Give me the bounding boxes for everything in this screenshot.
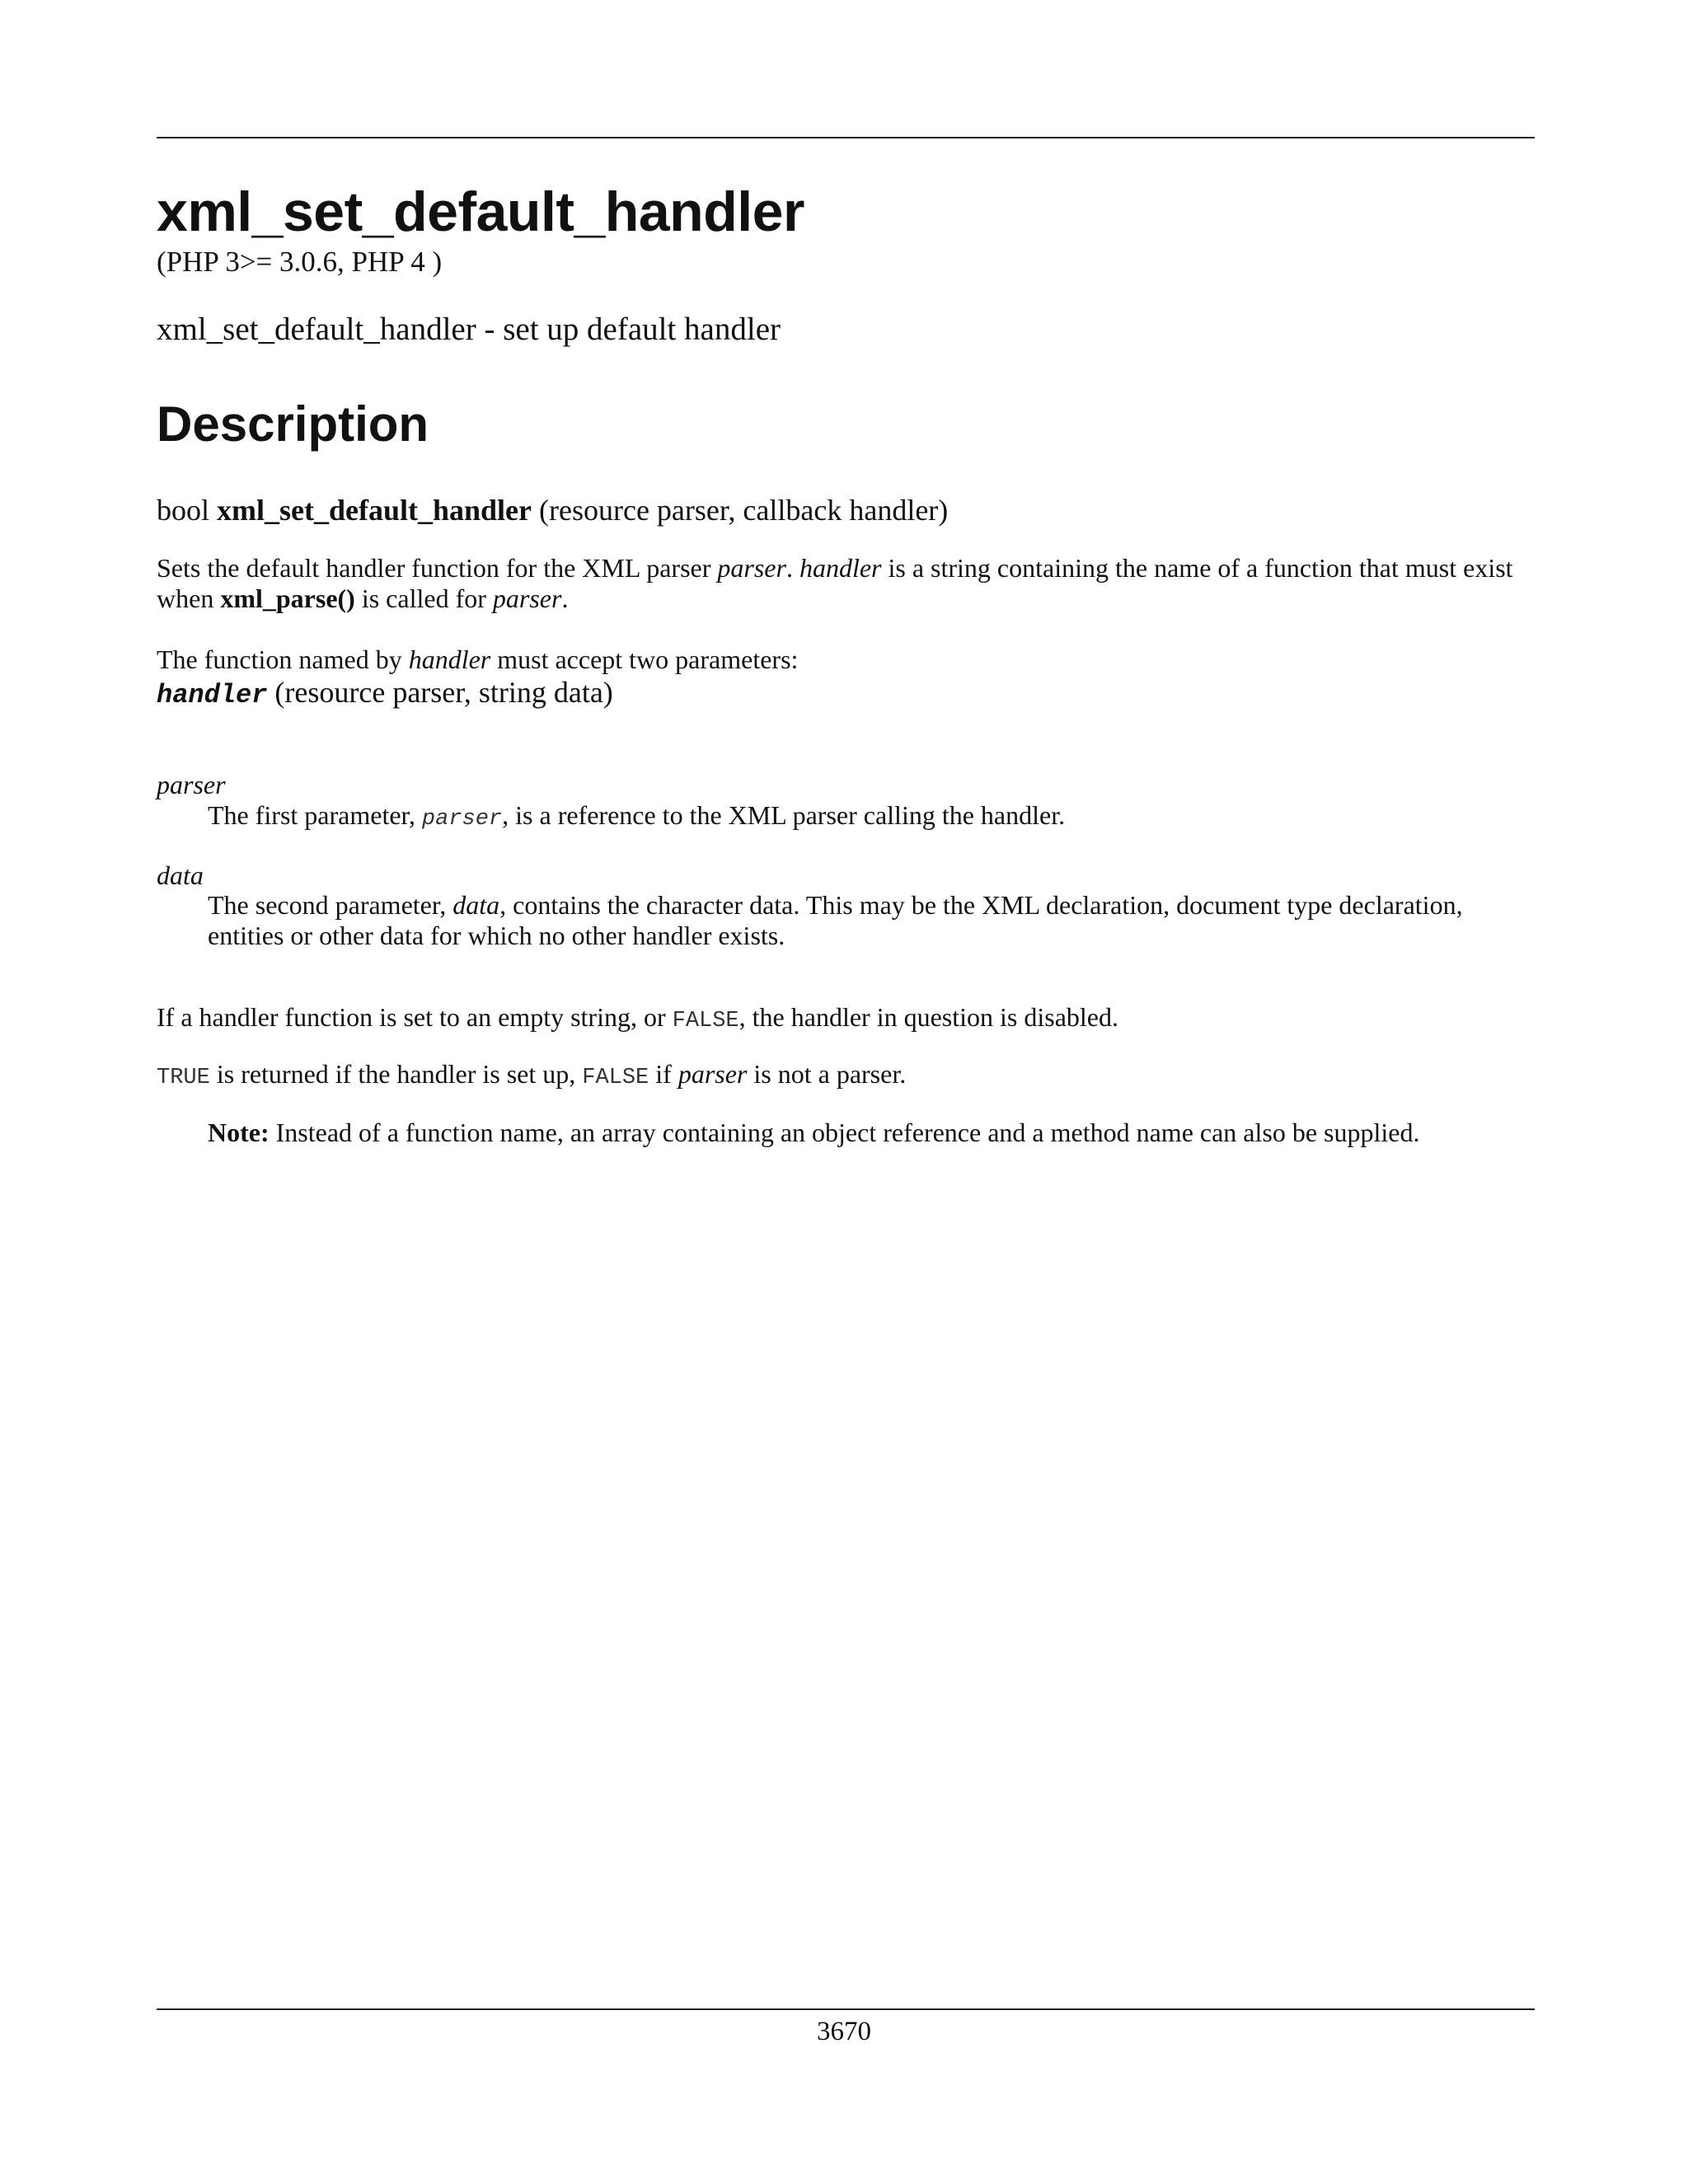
note-text: Instead of a function name, an array containing an object reference and a method name can also be supplied. <box>269 1118 1420 1148</box>
version-info: (PHP 3>= 3.0.6, PHP 4 ) <box>157 246 443 279</box>
callback-name: handler <box>157 680 268 711</box>
synopsis-return-type: bool <box>157 494 210 527</box>
param-desc-data <box>208 890 1535 951</box>
param-ref-handler: handler <box>799 553 882 583</box>
description-paragraph-4 <box>157 1059 1535 1091</box>
text-run: If a handler function is set to an empty string, or <box>157 1001 673 1032</box>
page-title: xml_set_default_handler <box>157 180 804 243</box>
text-run: , the handler in question is disabled. <box>738 1001 1118 1032</box>
header-rule <box>157 137 1535 138</box>
param-desc-parser <box>208 800 1535 832</box>
text-run: . <box>561 583 569 614</box>
param-ref-data: data <box>452 890 500 921</box>
footer-rule <box>157 2008 1535 2010</box>
page-number: 3670 <box>817 2017 871 2046</box>
callback-params: (resource parser, string data) <box>267 676 613 710</box>
callback-intro <box>157 644 1535 675</box>
description-paragraph-3 <box>157 1002 1535 1034</box>
text-run: Sets the default handler function for the XML parser <box>157 553 718 583</box>
description-paragraph-2 <box>157 644 1535 712</box>
param-ref-handler: handler <box>408 644 491 674</box>
synopsis-params: (resource parser, callback handler) <box>539 494 949 527</box>
main-content <box>157 180 1535 1148</box>
text-run: The second parameter, <box>208 890 453 921</box>
text-run: The function named by <box>157 644 409 674</box>
text-run: , contains the character data. This may be the XML declaration, document type declaration, entities or other data for which no other handler exists. <box>208 890 1463 951</box>
param-ref-parser: parser <box>678 1059 748 1090</box>
text-run: is returned if the handler is set up, <box>209 1059 583 1090</box>
note-label: Note: <box>208 1118 270 1148</box>
text-run: , is a reference to the XML parser calling the handler. <box>502 799 1066 830</box>
function-ref-xml-parse: xml_parse() <box>220 583 355 614</box>
text-run: The first parameter, <box>208 799 422 830</box>
text-run: is called for <box>354 583 493 614</box>
note-block <box>208 1118 1535 1148</box>
param-ref-parser: parser <box>492 583 562 614</box>
text-run: . <box>785 553 799 583</box>
param-ref-parser: parser <box>717 553 786 583</box>
param-code-parser: parser <box>421 806 503 832</box>
parameter-list <box>157 770 1535 951</box>
synopsis-function-name: xml_set_default_handler <box>217 494 532 527</box>
text-run: must accept two parameters: <box>490 644 799 674</box>
constant-true: TRUE <box>157 1066 210 1091</box>
param-term-data: data <box>157 860 204 890</box>
description-paragraph-1 <box>157 553 1535 614</box>
section-heading-description: Description <box>157 396 429 452</box>
function-synopsis <box>157 493 1535 528</box>
refname-line: xml_set_default_handler - set up default handler <box>157 312 781 348</box>
text-run: is a string containing the name of a function that must exist when <box>157 553 1513 614</box>
constant-false: FALSE <box>672 1008 739 1033</box>
text-run: if <box>649 1059 678 1090</box>
text-run: is not a parser. <box>747 1059 907 1090</box>
constant-false: FALSE <box>582 1066 649 1091</box>
param-term-parser: parser <box>157 769 226 799</box>
callback-synopsis <box>157 675 1535 711</box>
